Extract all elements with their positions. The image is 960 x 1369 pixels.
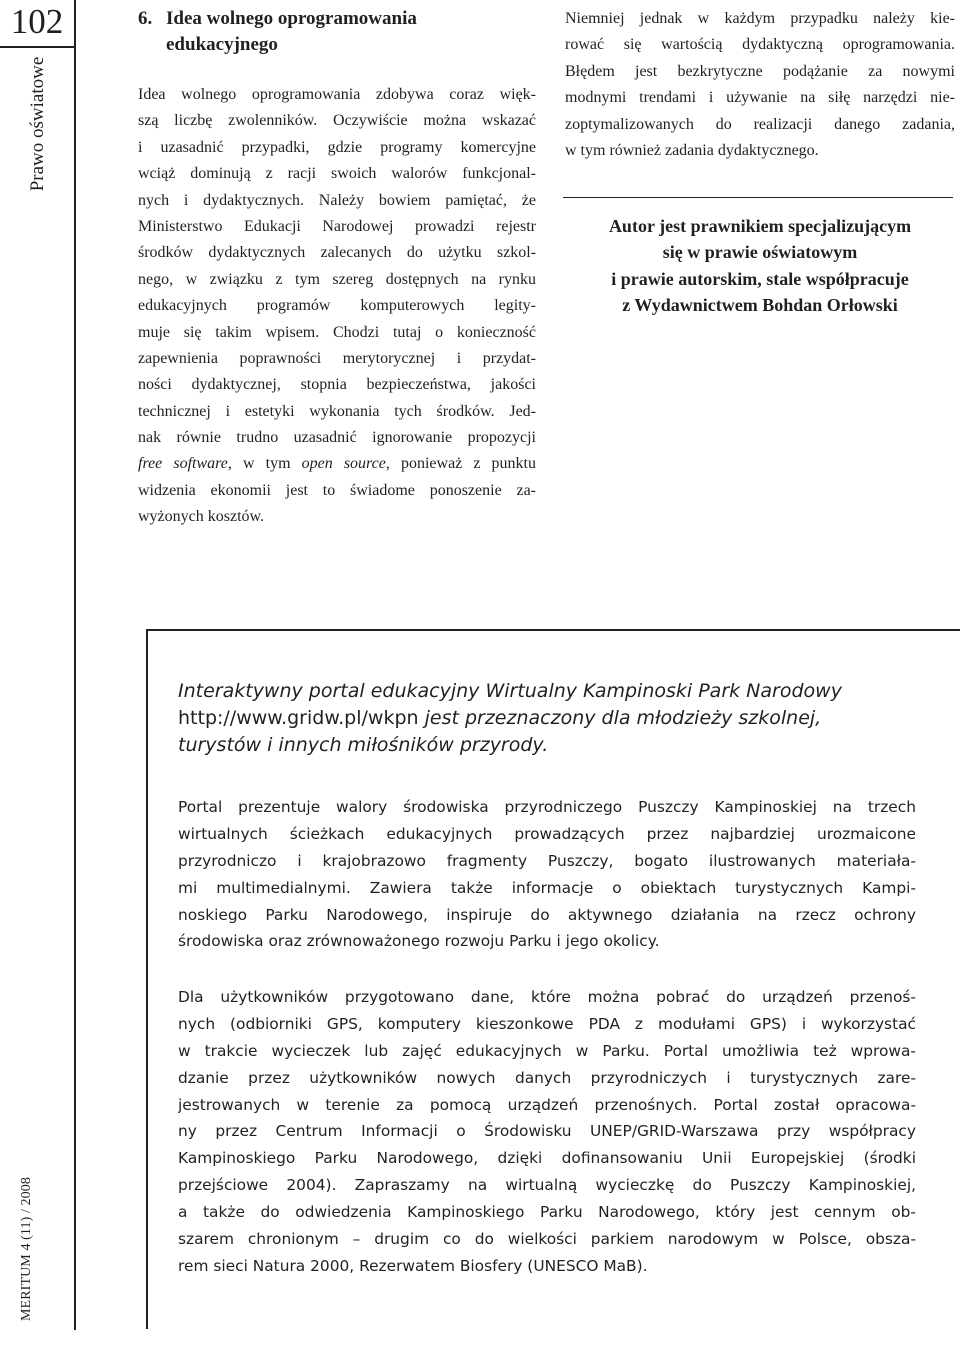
right-column [565, 6, 955, 164]
text-line: Niemniej jednak w każdym przypadku należy kie- [565, 10, 955, 27]
author-line: z Wydawnictwem Bohdan Orłowski [622, 295, 898, 316]
box-text-line: a także do odwiedzenia Kampinoskiego Parku Narodowego, który jest cennym ob- [178, 1203, 916, 1222]
section-title-vertical: Prawo oświatowe [27, 56, 48, 192]
heading-line-1: Idea wolnego oprogramowania [166, 8, 417, 29]
box-paragraph-1 [178, 794, 916, 955]
page-number: 102 [10, 2, 64, 41]
box-title-line: Interaktywny portal edukacyjny Wirtualny Kampinoski Park Narodowy [178, 680, 842, 702]
author-divider [563, 197, 953, 198]
box-title-line: turystów i innych miłośników przyrody. [178, 734, 549, 757]
text-line: Idea wolnego oprogramowania zdobywa coraz więk- [138, 86, 536, 103]
box-text-line: Kampinoskiego Parku Narodowego, dzięki dofinansowaniu Unii Europejskiej (środki [178, 1149, 916, 1168]
box-text-line: przyrodniczo i krajobrazowo fragmenty Puszczy, bogato ilustrowanych materiała- [178, 851, 916, 870]
text-line: szą liczbę zwolenników. Oczywiście można wskazać [138, 112, 536, 130]
text-line: zoptymalizowanych do realizacji danego zadania, [565, 115, 955, 133]
italic-term: open source [301, 455, 386, 473]
text-line: środków dydaktycznych zalecanych do użytku szkol- [138, 244, 536, 262]
box-text-line: przejściowe 2004). Zapraszamy na wirtualną wycieczkę do Puszczy Kampinoskiej, [178, 1176, 916, 1195]
heading-line-2: edukacyjnego [166, 34, 278, 55]
journal-issue-vertical: MERITUM 4 (11) / 2008 [19, 1177, 34, 1321]
author-line: Autor jest prawnikiem specjalizującym [608, 216, 912, 236]
box-text-line: mi multimedialnymi. Zawiera także informacje o obiektach turystycznych Kampi- [178, 878, 916, 897]
text-line: i uzasadnić przypadki, gdzie programy komercyjne [138, 138, 536, 156]
box-text-line: szarem chronionym – drugim co do wielkości parkiem narodowym w Polsce, obsza- [178, 1230, 916, 1249]
paragraph [138, 82, 536, 531]
box-text-line: rem sieci Natura 2000, Rezerwatem Biosfery (UNESCO MaB). [178, 1256, 648, 1275]
author-note [565, 213, 955, 319]
box-text-line: Portal prezentuje walory środowiska przyrodniczego Puszczy Kampinoskiej na trzech [178, 798, 916, 816]
text-line: ności dydaktycznej, stopnia bezpieczeństwa, jakości [138, 376, 536, 394]
box-text-line: ny przez Centrum Informacji o Środowisku UNEP/GRID-Warszawa przy współpracy [178, 1122, 916, 1141]
left-column [138, 6, 536, 531]
text-line-with-italics [138, 451, 536, 477]
text-fragment: , w tym [227, 455, 302, 473]
box-text-line: jestrowanych w terenie za pomocą urządzeń przenośnych. Portal został opracowa- [178, 1095, 916, 1114]
heading-number: 6. [138, 8, 153, 29]
box-text-line: Dla użytkowników przygotowano dane, które można pobrać do urządzeń przenoś- [178, 988, 916, 1006]
text-line: nak równie trudno uzasadnić ignorowanie propozycji [138, 429, 536, 447]
portal-url: http://www.gridw.pl/wkpn [178, 707, 419, 730]
text-line: modnymi trendami i używanie na siłę narzędzi nie- [565, 89, 955, 107]
left-body-text [138, 82, 536, 531]
box-text-line: nych (odbiorniki GPS, komputery kieszonkowe PDA z modułami GPS) i wykorzystać [178, 1014, 916, 1033]
box-text-line: wirtualnych ścieżkach edukacyjnych prowadzących przez najbardziej urozmaicone [178, 824, 916, 843]
text-line: Ministerstwo Edukacji Narodowej prowadzi rejestr [138, 217, 536, 235]
right-body-text [565, 6, 955, 164]
text-line: rować się wartością dydaktyczną oprogramowania. [565, 36, 955, 54]
text-line: w tym również zadania dydaktycznego. [565, 141, 819, 159]
box-paragraph-2 [178, 984, 916, 1280]
page-sidebar [0, 0, 76, 1330]
text-line: technicznej i estetyki wykonania tych środków. Jed- [138, 402, 536, 420]
text-line: nych i dydaktycznych. Należy bowiem pamiętać, że [138, 191, 536, 209]
section-heading [138, 6, 536, 58]
box-text-line: noskiego Parku Narodowego, inspiruje do aktywnego działania na rzecz ochrony [178, 905, 916, 924]
box-text-line: środowiska oraz zrównoważonego rozwoju Parku i jego okolicy. [178, 932, 660, 951]
text-fragment: , ponieważ z punktu [385, 455, 536, 473]
text-line: widzenia ekonomii jest to świadome ponoszenie za- [138, 481, 536, 499]
box-text-line: dzanie przez użytkowników nowych danych przyrodniczych i turystycznych zare- [178, 1068, 916, 1087]
text-line: wyżonych kosztów. [138, 508, 265, 526]
author-line: się w prawie oświatowym [662, 242, 858, 263]
box-text-line: w trakcie wycieczek lub zajęć edukacyjnych w Parku. Portal umożliwia też wprowa- [178, 1041, 916, 1060]
box-title [178, 678, 928, 760]
text-line: zapewnienia poprawności merytorycznej i przydat- [138, 349, 536, 367]
author-line: i prawie autorskim, stale współpracuje [611, 268, 909, 289]
text-line: nego, w związku z tym szereg dostępnych na rynku [138, 270, 536, 288]
paragraph [565, 6, 955, 164]
italic-term: free software [138, 455, 228, 473]
box-title-line [178, 705, 928, 732]
box-title-fragment: jest przeznaczony dla młodzieży szkolnej, [418, 707, 822, 730]
text-line: Błędem jest bezkrytyczne podążanie za nowymi [565, 62, 955, 80]
text-line: wciąż dominują z racji swoich walorów funkcjonal- [138, 165, 536, 183]
text-line: muje się takim wpisem. Chodzi tutaj o konieczność [138, 323, 536, 341]
text-line: edukacyjnych programów komputerowych legity- [138, 297, 536, 315]
